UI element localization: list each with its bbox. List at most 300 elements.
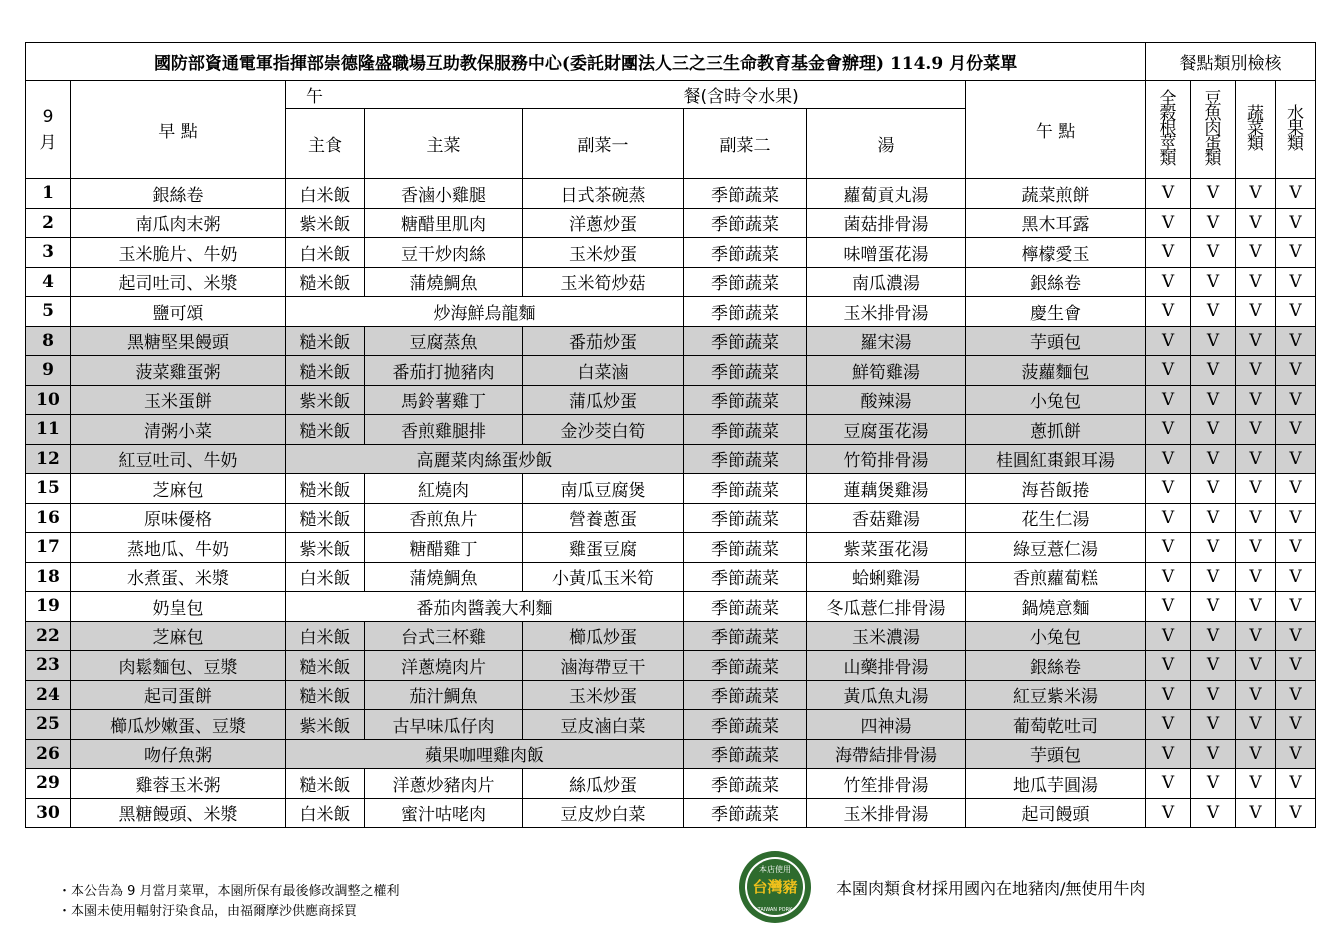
- menu-row: [26, 297, 1316, 327]
- check-fruit-cell: V: [1276, 267, 1316, 297]
- cat-grain-header: 全 穀 根 莖 類: [1146, 81, 1191, 179]
- snack-cell: 花生仁湯: [966, 503, 1146, 533]
- staple-cell: 糙米飯: [286, 503, 365, 533]
- check-protein-cell: V: [1191, 474, 1236, 504]
- side-dish-1-cell: 絲瓜炒蛋: [523, 769, 684, 799]
- side-dish-2-header: 副菜二: [684, 109, 807, 179]
- breakfast-cell: 黑糖堅果饅頭: [71, 326, 286, 356]
- check-protein-cell: V: [1191, 798, 1236, 828]
- check-fruit-cell: V: [1276, 651, 1316, 681]
- breakfast-cell: 原味優格: [71, 503, 286, 533]
- check-fruit-cell: V: [1276, 326, 1316, 356]
- menu-row: [26, 415, 1316, 445]
- snack-cell: 小兔包: [966, 385, 1146, 415]
- main-dish-cell: 香煎魚片: [365, 503, 523, 533]
- staple-cell: 糙米飯: [286, 769, 365, 799]
- check-grain-cell: V: [1146, 651, 1191, 681]
- side-dish-1-cell: 蒲瓜炒蛋: [523, 385, 684, 415]
- side-dish-1-cell: 營養蔥蛋: [523, 503, 684, 533]
- day-cell: 22: [26, 621, 71, 651]
- side-dish-2-cell: 季節蔬菜: [684, 444, 807, 474]
- check-veg-cell: V: [1236, 238, 1276, 268]
- main-dish-cell: 紅燒肉: [365, 474, 523, 504]
- lunch-header-left: 午: [286, 81, 684, 109]
- staple-cell: 紫米飯: [286, 208, 365, 238]
- snack-cell: 綠豆薏仁湯: [966, 533, 1146, 563]
- day-cell: 23: [26, 651, 71, 681]
- month-header: 9 月: [26, 81, 71, 179]
- check-protein-cell: V: [1191, 562, 1236, 592]
- main-dish-cell: 蒲燒鯛魚: [365, 562, 523, 592]
- staple-cell: 白米飯: [286, 798, 365, 828]
- staple-cell: 糙米飯: [286, 267, 365, 297]
- breakfast-cell: 玉米脆片、牛奶: [71, 238, 286, 268]
- day-cell: 17: [26, 533, 71, 563]
- soup-cell: 蛤蜊雞湯: [807, 562, 966, 592]
- logo-bottom-text: TAIWAN PORK: [757, 907, 793, 913]
- combined-lunch-cell: 炒海鮮烏龍麵: [286, 297, 684, 327]
- side-dish-1-cell: 櫛瓜炒蛋: [523, 621, 684, 651]
- cat-veg-header: 蔬 菜 類: [1236, 81, 1276, 179]
- menu-row: [26, 444, 1316, 474]
- soup-cell: 蘿蔔貢丸湯: [807, 179, 966, 209]
- snack-cell: 銀絲卷: [966, 267, 1146, 297]
- main-dish-cell: 洋蔥炒豬肉片: [365, 769, 523, 799]
- side-dish-2-cell: 季節蔬菜: [684, 385, 807, 415]
- side-dish-1-cell: 玉米筍炒菇: [523, 267, 684, 297]
- check-grain-cell: V: [1146, 710, 1191, 740]
- day-cell: 30: [26, 798, 71, 828]
- check-fruit-cell: V: [1276, 238, 1316, 268]
- side-dish-2-cell: 季節蔬菜: [684, 238, 807, 268]
- check-veg-cell: V: [1236, 739, 1276, 769]
- check-protein-cell: V: [1191, 444, 1236, 474]
- staple-cell: 白米飯: [286, 621, 365, 651]
- menu-row: [26, 621, 1316, 651]
- check-protein-cell: V: [1191, 326, 1236, 356]
- check-veg-cell: V: [1236, 533, 1276, 563]
- soup-cell: 玉米排骨湯: [807, 798, 966, 828]
- footnote: ・本園未使用輻射汙染食品，由福爾摩沙供應商採買: [58, 904, 358, 919]
- side-dish-1-cell: 白菜滷: [523, 356, 684, 386]
- breakfast-cell: 玉米蛋餅: [71, 385, 286, 415]
- side-dish-2-cell: 季節蔬菜: [684, 356, 807, 386]
- check-fruit-cell: V: [1276, 474, 1316, 504]
- check-fruit-cell: V: [1276, 680, 1316, 710]
- soup-cell: 海帶結排骨湯: [807, 739, 966, 769]
- check-protein-cell: V: [1191, 592, 1236, 622]
- check-grain-cell: V: [1146, 208, 1191, 238]
- side-dish-1-cell: 日式茶碗蒸: [523, 179, 684, 209]
- side-dish-1-cell: 番茄炒蛋: [523, 326, 684, 356]
- taiwan-pork-logo: [738, 850, 812, 924]
- check-grain-cell: V: [1146, 326, 1191, 356]
- check-veg-cell: V: [1236, 444, 1276, 474]
- side-dish-2-cell: 季節蔬菜: [684, 710, 807, 740]
- day-cell: 1: [26, 179, 71, 209]
- check-fruit-cell: V: [1276, 356, 1316, 386]
- staple-cell: 糙米飯: [286, 326, 365, 356]
- check-grain-cell: V: [1146, 415, 1191, 445]
- soup-cell: 豆腐蛋花湯: [807, 415, 966, 445]
- check-veg-cell: V: [1236, 474, 1276, 504]
- check-protein-cell: V: [1191, 769, 1236, 799]
- soup-cell: 南瓜濃湯: [807, 267, 966, 297]
- soup-cell: 玉米排骨湯: [807, 297, 966, 327]
- check-protein-cell: V: [1191, 503, 1236, 533]
- staple-cell: 紫米飯: [286, 533, 365, 563]
- day-cell: 24: [26, 680, 71, 710]
- main-dish-cell: 蒲燒鯛魚: [365, 267, 523, 297]
- side-dish-1-cell: 雞蛋豆腐: [523, 533, 684, 563]
- check-protein-cell: V: [1191, 238, 1236, 268]
- day-cell: 29: [26, 769, 71, 799]
- side-dish-2-cell: 季節蔬菜: [684, 651, 807, 681]
- check-fruit-cell: V: [1276, 621, 1316, 651]
- check-protein-cell: V: [1191, 267, 1236, 297]
- side-dish-2-cell: 季節蔬菜: [684, 533, 807, 563]
- side-dish-1-header: 副菜一: [523, 109, 684, 179]
- side-dish-1-cell: 豆皮滷白菜: [523, 710, 684, 740]
- day-cell: 19: [26, 592, 71, 622]
- soup-cell: 竹筍排骨湯: [807, 444, 966, 474]
- check-veg-cell: V: [1236, 680, 1276, 710]
- snack-cell: 黑木耳露: [966, 208, 1146, 238]
- check-grain-cell: V: [1146, 503, 1191, 533]
- check-fruit-cell: V: [1276, 179, 1316, 209]
- check-veg-cell: V: [1236, 503, 1276, 533]
- cat-fruit-header: 水 果 類: [1276, 81, 1316, 179]
- soup-cell: 竹笙排骨湯: [807, 769, 966, 799]
- check-fruit-cell: V: [1276, 415, 1316, 445]
- menu-row: [26, 680, 1316, 710]
- check-fruit-cell: V: [1276, 592, 1316, 622]
- breakfast-cell: 芝麻包: [71, 474, 286, 504]
- breakfast-cell: 黑糖饅頭、米漿: [71, 798, 286, 828]
- cat-protein-header: 豆 魚 肉 蛋 類: [1191, 81, 1236, 179]
- snack-cell: 芋頭包: [966, 326, 1146, 356]
- breakfast-cell: 奶皇包: [71, 592, 286, 622]
- snack-cell: 紅豆紫米湯: [966, 680, 1146, 710]
- check-grain-cell: V: [1146, 533, 1191, 563]
- combined-lunch-cell: 高麗菜肉絲蛋炒飯: [286, 444, 684, 474]
- side-dish-1-cell: 滷海帶豆干: [523, 651, 684, 681]
- snack-header: 午 點: [966, 81, 1146, 179]
- side-dish-2-cell: 季節蔬菜: [684, 267, 807, 297]
- check-fruit-cell: V: [1276, 769, 1316, 799]
- breakfast-cell: 菠菜雞蛋粥: [71, 356, 286, 386]
- menu-row: [26, 710, 1316, 740]
- main-dish-cell: 香滷小雞腿: [365, 179, 523, 209]
- soup-cell: 紫菜蛋花湯: [807, 533, 966, 563]
- menu-row: [26, 238, 1316, 268]
- soup-cell: 鮮筍雞湯: [807, 356, 966, 386]
- check-veg-cell: V: [1236, 651, 1276, 681]
- menu-row: [26, 562, 1316, 592]
- day-cell: 2: [26, 208, 71, 238]
- check-veg-cell: V: [1236, 562, 1276, 592]
- category-check-title: 餐點類別檢核: [1146, 43, 1316, 81]
- check-grain-cell: V: [1146, 562, 1191, 592]
- check-veg-cell: V: [1236, 769, 1276, 799]
- soup-cell: 黃瓜魚丸湯: [807, 680, 966, 710]
- check-veg-cell: V: [1236, 621, 1276, 651]
- breakfast-cell: 起司蛋餅: [71, 680, 286, 710]
- menu-row: [26, 503, 1316, 533]
- check-grain-cell: V: [1146, 179, 1191, 209]
- snack-cell: 桂圓紅棗銀耳湯: [966, 444, 1146, 474]
- breakfast-cell: 起司吐司、米漿: [71, 267, 286, 297]
- menu-table: [25, 42, 1316, 828]
- check-veg-cell: V: [1236, 415, 1276, 445]
- check-veg-cell: V: [1236, 710, 1276, 740]
- snack-cell: 蔬菜煎餅: [966, 179, 1146, 209]
- snack-cell: 蔥抓餅: [966, 415, 1146, 445]
- staple-cell: 白米飯: [286, 562, 365, 592]
- side-dish-1-cell: 南瓜豆腐煲: [523, 474, 684, 504]
- menu-row: [26, 474, 1316, 504]
- check-veg-cell: V: [1236, 356, 1276, 386]
- side-dish-2-cell: 季節蔬菜: [684, 621, 807, 651]
- day-cell: 25: [26, 710, 71, 740]
- breakfast-cell: 紅豆吐司、牛奶: [71, 444, 286, 474]
- combined-lunch-cell: 蘋果咖哩雞肉飯: [286, 739, 684, 769]
- breakfast-cell: 雞蓉玉米粥: [71, 769, 286, 799]
- day-cell: 15: [26, 474, 71, 504]
- main-dish-cell: 馬鈴薯雞丁: [365, 385, 523, 415]
- check-protein-cell: V: [1191, 208, 1236, 238]
- staple-cell: 白米飯: [286, 238, 365, 268]
- check-fruit-cell: V: [1276, 798, 1316, 828]
- side-dish-2-cell: 季節蔬菜: [684, 592, 807, 622]
- check-grain-cell: V: [1146, 238, 1191, 268]
- menu-row: [26, 356, 1316, 386]
- menu-row: [26, 592, 1316, 622]
- snack-cell: 芋頭包: [966, 739, 1146, 769]
- soup-cell: 味噌蛋花湯: [807, 238, 966, 268]
- check-protein-cell: V: [1191, 533, 1236, 563]
- staple-cell: 糙米飯: [286, 474, 365, 504]
- day-cell: 4: [26, 267, 71, 297]
- side-dish-2-cell: 季節蔬菜: [684, 769, 807, 799]
- side-dish-1-cell: 玉米炒蛋: [523, 680, 684, 710]
- side-dish-2-cell: 季節蔬菜: [684, 415, 807, 445]
- check-protein-cell: V: [1191, 297, 1236, 327]
- check-protein-cell: V: [1191, 651, 1236, 681]
- check-protein-cell: V: [1191, 680, 1236, 710]
- check-veg-cell: V: [1236, 385, 1276, 415]
- menu-row: [26, 798, 1316, 828]
- check-grain-cell: V: [1146, 444, 1191, 474]
- soup-cell: 酸辣湯: [807, 385, 966, 415]
- menu-title: 國防部資通電軍指揮部崇德隆盛職場互助教保服務中心(委託財團法人三之三生命教育基金會辦理) 114.9 月份菜單: [26, 43, 1146, 81]
- day-cell: 9: [26, 356, 71, 386]
- menu-row: [26, 533, 1316, 563]
- staple-header: 主食: [286, 109, 365, 179]
- check-grain-cell: V: [1146, 592, 1191, 622]
- logo-top-text: 本店使用: [759, 865, 791, 874]
- day-cell: 18: [26, 562, 71, 592]
- check-fruit-cell: V: [1276, 533, 1316, 563]
- main-dish-cell: 古早味瓜仔肉: [365, 710, 523, 740]
- soup-cell: 冬瓜薏仁排骨湯: [807, 592, 966, 622]
- combined-lunch-cell: 番茄肉醬義大利麵: [286, 592, 684, 622]
- side-dish-2-cell: 季節蔬菜: [684, 208, 807, 238]
- breakfast-cell: 鹽可頌: [71, 297, 286, 327]
- main-dish-cell: 台式三杯雞: [365, 621, 523, 651]
- footnote: ・本公告為 9 月當月菜單，本園所保有最後修改調整之權利: [58, 884, 400, 899]
- side-dish-2-cell: 季節蔬菜: [684, 297, 807, 327]
- check-fruit-cell: V: [1276, 385, 1316, 415]
- day-cell: 26: [26, 739, 71, 769]
- check-fruit-cell: V: [1276, 739, 1316, 769]
- staple-cell: 糙米飯: [286, 415, 365, 445]
- check-grain-cell: V: [1146, 798, 1191, 828]
- main-dish-cell: 茄汁鯛魚: [365, 680, 523, 710]
- soup-cell: 山藥排骨湯: [807, 651, 966, 681]
- check-protein-cell: V: [1191, 356, 1236, 386]
- check-grain-cell: V: [1146, 739, 1191, 769]
- main-dish-cell: 洋蔥燒肉片: [365, 651, 523, 681]
- snack-cell: 慶生會: [966, 297, 1146, 327]
- breakfast-cell: 芝麻包: [71, 621, 286, 651]
- check-grain-cell: V: [1146, 356, 1191, 386]
- staple-cell: 白米飯: [286, 179, 365, 209]
- main-dish-cell: 蜜汁咕咾肉: [365, 798, 523, 828]
- snack-cell: 檸檬愛玉: [966, 238, 1146, 268]
- staple-cell: 紫米飯: [286, 710, 365, 740]
- menu-row: [26, 739, 1316, 769]
- check-protein-cell: V: [1191, 621, 1236, 651]
- snack-cell: 葡萄乾吐司: [966, 710, 1146, 740]
- check-fruit-cell: V: [1276, 297, 1316, 327]
- menu-row: [26, 179, 1316, 209]
- check-veg-cell: V: [1236, 267, 1276, 297]
- staple-cell: 紫米飯: [286, 385, 365, 415]
- snack-cell: 香煎蘿蔔糕: [966, 562, 1146, 592]
- breakfast-cell: 蒸地瓜、牛奶: [71, 533, 286, 563]
- side-dish-2-cell: 季節蔬菜: [684, 798, 807, 828]
- snack-cell: 起司饅頭: [966, 798, 1146, 828]
- side-dish-1-cell: 豆皮炒白菜: [523, 798, 684, 828]
- side-dish-1-cell: 洋蔥炒蛋: [523, 208, 684, 238]
- check-grain-cell: V: [1146, 385, 1191, 415]
- day-cell: 16: [26, 503, 71, 533]
- day-cell: 12: [26, 444, 71, 474]
- breakfast-header: 早 點: [71, 81, 286, 179]
- soup-cell: 四神湯: [807, 710, 966, 740]
- menu-row: [26, 651, 1316, 681]
- side-dish-2-cell: 季節蔬菜: [684, 503, 807, 533]
- check-grain-cell: V: [1146, 769, 1191, 799]
- breakfast-cell: 肉鬆麵包、豆漿: [71, 651, 286, 681]
- snack-cell: 地瓜芋圓湯: [966, 769, 1146, 799]
- staple-cell: 糙米飯: [286, 680, 365, 710]
- main-dish-cell: 香煎雞腿排: [365, 415, 523, 445]
- check-grain-cell: V: [1146, 621, 1191, 651]
- menu-row: [26, 385, 1316, 415]
- check-fruit-cell: V: [1276, 503, 1316, 533]
- day-cell: 3: [26, 238, 71, 268]
- soup-cell: 菌菇排骨湯: [807, 208, 966, 238]
- check-fruit-cell: V: [1276, 208, 1316, 238]
- soup-cell: 羅宋湯: [807, 326, 966, 356]
- menu-row: [26, 208, 1316, 238]
- check-veg-cell: V: [1236, 592, 1276, 622]
- breakfast-cell: 水煮蛋、米漿: [71, 562, 286, 592]
- main-dish-header: 主菜: [365, 109, 523, 179]
- breakfast-cell: 吻仔魚粥: [71, 739, 286, 769]
- check-fruit-cell: V: [1276, 562, 1316, 592]
- soup-cell: 香菇雞湯: [807, 503, 966, 533]
- side-dish-2-cell: 季節蔬菜: [684, 680, 807, 710]
- staple-cell: 糙米飯: [286, 356, 365, 386]
- day-cell: 11: [26, 415, 71, 445]
- breakfast-cell: 銀絲卷: [71, 179, 286, 209]
- check-protein-cell: V: [1191, 710, 1236, 740]
- check-veg-cell: V: [1236, 297, 1276, 327]
- snack-cell: 銀絲卷: [966, 651, 1146, 681]
- snack-cell: 海苔飯捲: [966, 474, 1146, 504]
- check-veg-cell: V: [1236, 208, 1276, 238]
- meat-statement: 本園肉類食材採用國內在地豬肉/無使用牛肉: [836, 879, 1146, 898]
- main-dish-cell: 豆干炒肉絲: [365, 238, 523, 268]
- soup-cell: 玉米濃湯: [807, 621, 966, 651]
- side-dish-1-cell: 金沙茭白筍: [523, 415, 684, 445]
- check-protein-cell: V: [1191, 415, 1236, 445]
- footnotes: [58, 882, 400, 922]
- check-fruit-cell: V: [1276, 444, 1316, 474]
- main-dish-cell: 糖醋里肌肉: [365, 208, 523, 238]
- side-dish-2-cell: 季節蔬菜: [684, 474, 807, 504]
- lunch-header-right: 餐(含時令水果): [684, 81, 966, 109]
- side-dish-2-cell: 季節蔬菜: [684, 179, 807, 209]
- snack-cell: 菠蘿麵包: [966, 356, 1146, 386]
- check-grain-cell: V: [1146, 297, 1191, 327]
- menu-row: [26, 326, 1316, 356]
- check-grain-cell: V: [1146, 474, 1191, 504]
- day-cell: 5: [26, 297, 71, 327]
- main-dish-cell: 豆腐蒸魚: [365, 326, 523, 356]
- check-protein-cell: V: [1191, 385, 1236, 415]
- soup-cell: 蓮藕煲雞湯: [807, 474, 966, 504]
- check-veg-cell: V: [1236, 326, 1276, 356]
- day-cell: 8: [26, 326, 71, 356]
- side-dish-2-cell: 季節蔬菜: [684, 562, 807, 592]
- day-cell: 10: [26, 385, 71, 415]
- breakfast-cell: 清粥小菜: [71, 415, 286, 445]
- check-fruit-cell: V: [1276, 710, 1316, 740]
- side-dish-1-cell: 小黃瓜玉米筍: [523, 562, 684, 592]
- check-protein-cell: V: [1191, 739, 1236, 769]
- side-dish-2-cell: 季節蔬菜: [684, 739, 807, 769]
- check-protein-cell: V: [1191, 179, 1236, 209]
- breakfast-cell: 櫛瓜炒嫩蛋、豆漿: [71, 710, 286, 740]
- side-dish-1-cell: 玉米炒蛋: [523, 238, 684, 268]
- staple-cell: 糙米飯: [286, 651, 365, 681]
- menu-row: [26, 267, 1316, 297]
- snack-cell: 鍋燒意麵: [966, 592, 1146, 622]
- soup-header: 湯: [807, 109, 966, 179]
- breakfast-cell: 南瓜肉末粥: [71, 208, 286, 238]
- check-veg-cell: V: [1236, 798, 1276, 828]
- snack-cell: 小兔包: [966, 621, 1146, 651]
- check-veg-cell: V: [1236, 179, 1276, 209]
- side-dish-2-cell: 季節蔬菜: [684, 326, 807, 356]
- check-grain-cell: V: [1146, 267, 1191, 297]
- main-dish-cell: 番茄打拋豬肉: [365, 356, 523, 386]
- check-grain-cell: V: [1146, 680, 1191, 710]
